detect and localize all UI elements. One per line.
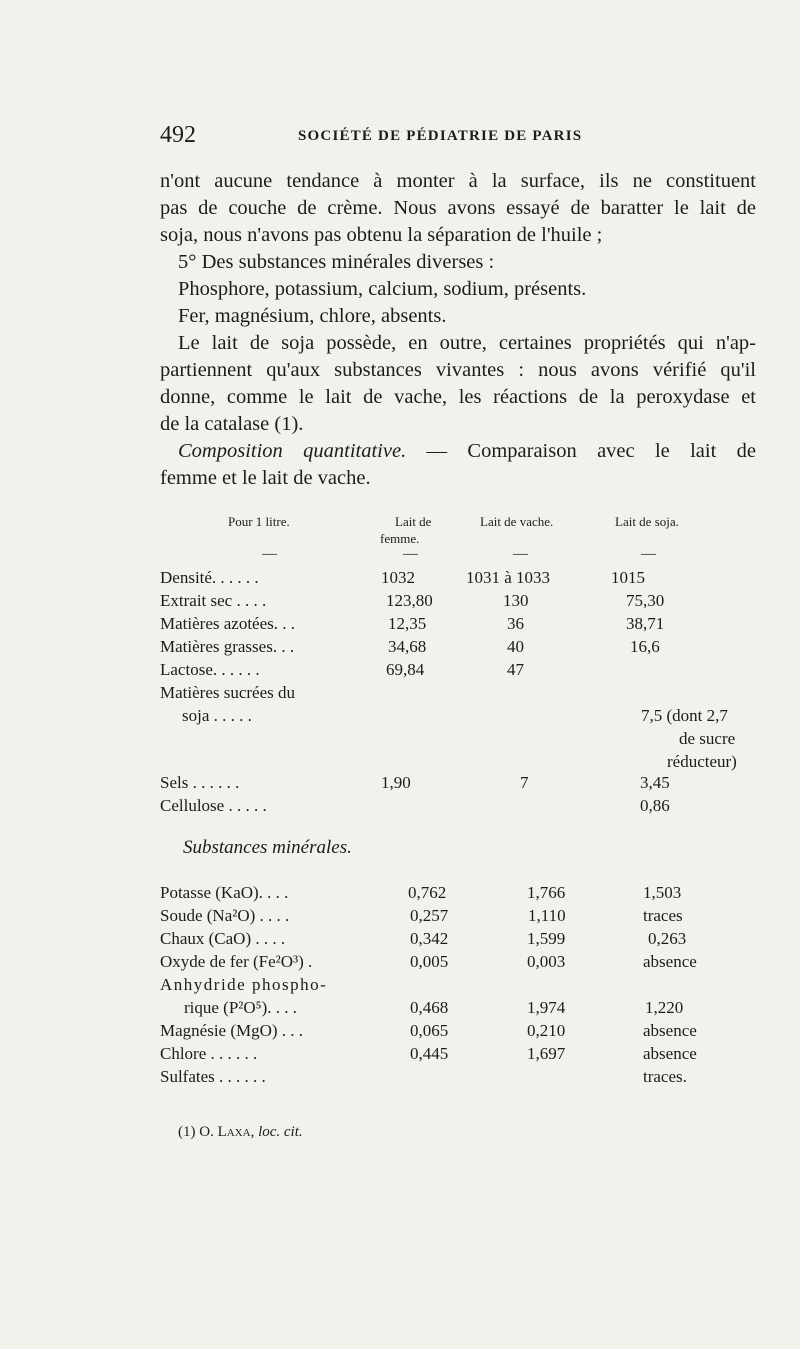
- cell-cow: 1,974: [527, 998, 566, 1017]
- cell-soy: absence: [643, 952, 697, 971]
- cell-soy: 0,263: [648, 929, 687, 948]
- col-header-cow: Lait de vache.: [480, 514, 554, 529]
- footnote-ref: , loc. cit.: [250, 1124, 303, 1140]
- col-header-woman-1: Lait de: [395, 514, 432, 529]
- text-line: Le lait de soja possède, en outre, certaines propriétés qui n'ap-: [178, 332, 756, 354]
- text-line: pas de couche de crème. Nous avons essayé de baratter le lait de: [160, 197, 756, 219]
- text-line: partiennent qu'aux substances vivantes : nous avons vérifié qu'il: [160, 359, 756, 381]
- header-dash: —: [403, 546, 418, 562]
- footnote: [178, 1124, 303, 1141]
- cell-soy: traces: [643, 906, 683, 925]
- row-label: Anhydride phospho-: [160, 975, 328, 994]
- composition-line: [160, 438, 756, 465]
- cell-cow: 7: [520, 773, 529, 792]
- cell-soy: de sucre: [679, 729, 736, 748]
- row-label: Sulfates . . . . . .: [160, 1067, 266, 1086]
- cell-soy: 16,6: [630, 637, 660, 656]
- cell-woman: 0,257: [410, 906, 449, 925]
- list-item-minerals: 5° Des substances minérales diverses :: [178, 251, 495, 273]
- cell-cow: 36: [507, 614, 524, 633]
- header-dash: —: [513, 546, 528, 562]
- text-line: n'ont aucune tendance à monter à la surface, ils ne constituent: [160, 170, 756, 192]
- row-label: Magnésie (MgO) . . .: [160, 1021, 304, 1040]
- col-header-per-litre: Pour 1 litre.: [228, 514, 290, 529]
- row-label: Chaux (CaO) . . . .: [160, 929, 286, 948]
- cell-woman: 69,84: [386, 660, 425, 679]
- header-dash: —: [641, 546, 656, 562]
- cell-soy: 3,45: [640, 773, 670, 792]
- cell-cow: 1,766: [527, 883, 566, 902]
- page-header: [160, 122, 760, 152]
- cell-woman: 1032: [381, 568, 415, 587]
- cell-woman: 0,468: [410, 998, 449, 1017]
- cell-soy: absence: [643, 1044, 697, 1063]
- cell-woman: 0,005: [410, 952, 449, 971]
- row-label: Matières sucrées du: [160, 683, 296, 702]
- cell-soy: 0,86: [640, 796, 670, 815]
- row-label: Chlore . . . . . .: [160, 1044, 258, 1063]
- cell-cow: 47: [507, 660, 524, 679]
- row-label: Matières azotées. . .: [160, 614, 295, 633]
- cell-woman: 0,445: [410, 1044, 449, 1063]
- cell-woman: 0,762: [408, 883, 447, 902]
- cell-soy: 1,503: [643, 883, 682, 902]
- row-label: Potasse (KaO). . . .: [160, 883, 289, 902]
- col-header-woman-2: femme.: [380, 531, 420, 546]
- composition-text: — Comparaison avec le lait de: [406, 440, 756, 462]
- composition-heading: Composition quantitative.: [178, 440, 407, 462]
- cell-woman: 34,68: [388, 637, 427, 656]
- row-label: Matières grasses. . .: [160, 637, 295, 656]
- cell-soy: 75,30: [626, 591, 665, 610]
- cell-soy: absence: [643, 1021, 697, 1040]
- col-header-soy: Lait de soja.: [615, 514, 679, 529]
- cell-woman: 123,80: [386, 591, 433, 610]
- footnote-author: Laxa: [217, 1124, 251, 1140]
- text-line: femme et le lait de vache.: [160, 467, 371, 489]
- cell-cow: 1,110: [528, 906, 566, 925]
- cell-soy: réducteur): [667, 752, 737, 771]
- cell-soy: 38,71: [626, 614, 665, 633]
- cell-cow: 1031 à 1033: [466, 568, 551, 587]
- cell-soy: traces.: [643, 1067, 687, 1086]
- row-label: rique (P²O⁵). . . .: [184, 998, 298, 1017]
- row-label: Lactose. . . . . .: [160, 660, 260, 679]
- cell-cow: 40: [507, 637, 524, 656]
- footnote-marker: (1) O.: [178, 1124, 214, 1140]
- row-label: Oxyde de fer (Fe²O³) .: [160, 952, 313, 971]
- body-text: [160, 168, 756, 492]
- page-number: 492: [160, 122, 196, 148]
- cell-cow: 1,599: [527, 929, 566, 948]
- cell-cow: 130: [503, 591, 529, 610]
- cell-soy: 1,220: [645, 998, 684, 1017]
- row-label: Cellulose . . . . .: [160, 796, 267, 815]
- row-label: Soude (Na²O) . . . .: [160, 906, 290, 925]
- cell-woman: 0,065: [410, 1021, 449, 1040]
- cell-cow: 0,210: [527, 1021, 566, 1040]
- header-dash: —: [262, 546, 277, 562]
- text-line: donne, comme le lait de vache, les réactions de la peroxydase et: [160, 386, 756, 408]
- row-label: Densité. . . . . .: [160, 568, 259, 587]
- row-label: Extrait sec . . . .: [160, 591, 267, 610]
- cell-soy: 1015: [611, 568, 645, 587]
- cell-woman: 0,342: [410, 929, 449, 948]
- running-title: SOCIÉTÉ DE PÉDIATRIE DE PARIS: [298, 128, 583, 144]
- minerals-heading: Substances minérales.: [183, 837, 352, 858]
- cell-woman: 1,90: [381, 773, 411, 792]
- cell-woman: 12,35: [388, 614, 427, 633]
- cell-soy: 7,5 (dont 2,7: [641, 706, 728, 725]
- cell-cow: 1,697: [527, 1044, 566, 1063]
- text-line: Fer, magnésium, chlore, absents.: [178, 305, 447, 327]
- text-line: de la catalase (1).: [160, 413, 304, 435]
- row-label: soja . . . . .: [182, 706, 252, 725]
- text-line: soja, nous n'avons pas obtenu la séparation de l'huile ;: [160, 224, 603, 246]
- cell-cow: 0,003: [527, 952, 566, 971]
- row-label: Sels . . . . . .: [160, 773, 240, 792]
- text-line: Phosphore, potassium, calcium, sodium, présents.: [178, 278, 587, 300]
